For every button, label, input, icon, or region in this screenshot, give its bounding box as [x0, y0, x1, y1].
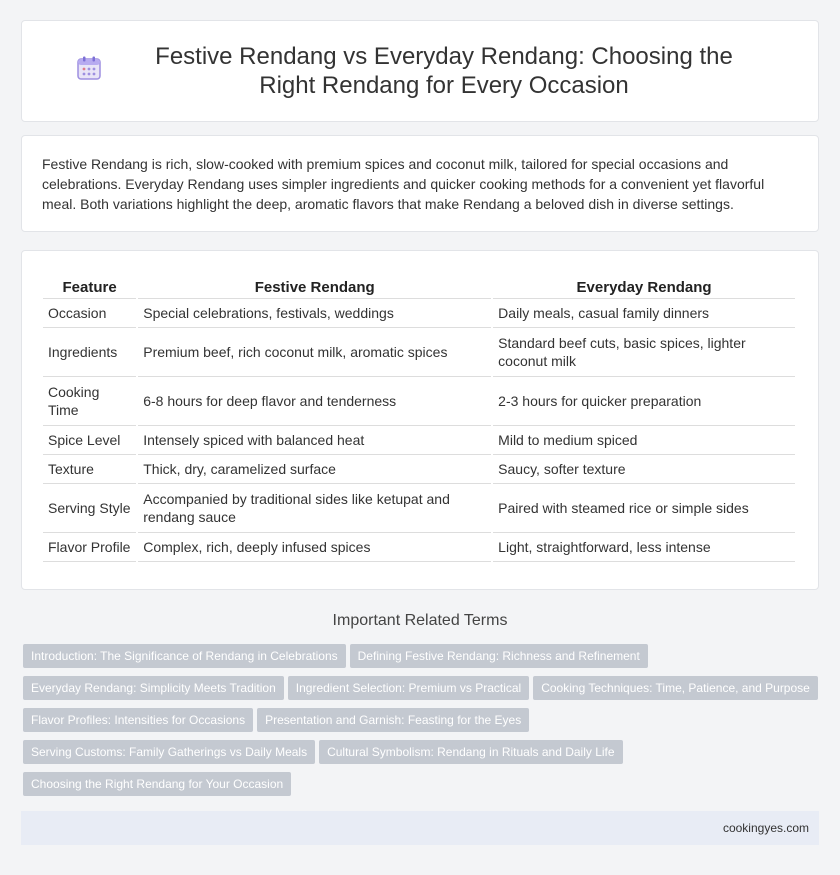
- footer-site[interactable]: cookingyes.com: [722, 821, 809, 835]
- title-card: [21, 20, 819, 122]
- page-title: Festive Rendang vs Everyday Rendang: Choosing the Right Rendang for Every Occasion: [155, 43, 733, 99]
- table-cell: Ingredients: [43, 328, 136, 377]
- table-cell: Complex, rich, deeply infused spices: [138, 533, 491, 562]
- table-cell: Light, straightforward, less intense: [493, 533, 795, 562]
- table-cell: Texture: [43, 455, 136, 484]
- table-cell: Intensely spiced with balanced heat: [138, 426, 491, 455]
- table-header: Everyday Rendang: [493, 275, 795, 299]
- related-tag[interactable]: Presentation and Garnish: Feasting for the Eyes: [257, 708, 529, 732]
- table-cell: Thick, dry, caramelized surface: [138, 455, 491, 484]
- related-tag[interactable]: Flavor Profiles: Intensities for Occasions: [23, 708, 253, 732]
- related-tag[interactable]: Introduction: The Significance of Rendang in Celebrations: [23, 644, 346, 668]
- table-row: [43, 533, 795, 562]
- table-cell: Occasion: [43, 299, 136, 328]
- table-row: [43, 426, 795, 455]
- table-row: [43, 328, 795, 377]
- related-tag[interactable]: Serving Customs: Family Gatherings vs Daily Meals: [23, 740, 315, 764]
- footer: [21, 811, 819, 845]
- related-tag[interactable]: Defining Festive Rendang: Richness and Refinement: [350, 644, 648, 668]
- related-terms-list: [23, 644, 823, 804]
- table-cell: Mild to medium spiced: [493, 426, 795, 455]
- related-tag[interactable]: Cooking Techniques: Time, Patience, and Purpose: [533, 676, 818, 700]
- table-cell: Paired with steamed rice or simple sides: [493, 484, 795, 533]
- intro-card: [21, 135, 819, 232]
- table-cell: Special celebrations, festivals, weddings: [138, 299, 491, 328]
- related-tag[interactable]: Cultural Symbolism: Rendang in Rituals and Daily Life: [319, 740, 622, 764]
- intro-text: Festive Rendang is rich, slow-cooked with premium spices and coconut milk, tailored for special occasions and celebrations. Everyday Rendang uses simpler ingredients and quicker cooking methods for a convenient yet flavorful meal. Both variations highlight the deep, aromatic flavors that make Rendang a beloved dish in diverse settings.: [42, 156, 765, 212]
- table-row: [43, 455, 795, 484]
- table-row: [43, 299, 795, 328]
- table-header-row: [43, 275, 795, 299]
- table-cell: Spice Level: [43, 426, 136, 455]
- table-cell: 2-3 hours for quicker preparation: [493, 377, 795, 426]
- table-cell: Flavor Profile: [43, 533, 136, 562]
- table-header: Festive Rendang: [138, 275, 491, 299]
- table-row: [43, 484, 795, 533]
- related-tag[interactable]: Everyday Rendang: Simplicity Meets Tradition: [23, 676, 284, 700]
- table-cell: Cooking Time: [43, 377, 136, 426]
- table-cell: Accompanied by traditional sides like ketupat and rendang sauce: [138, 484, 491, 533]
- table-cell: Daily meals, casual family dinners: [493, 299, 795, 328]
- table-cell: Saucy, softer texture: [493, 455, 795, 484]
- related-tag[interactable]: Choosing the Right Rendang for Your Occasion: [23, 772, 291, 796]
- table-cell: Serving Style: [43, 484, 136, 533]
- comparison-table: [41, 275, 797, 562]
- table-header: Feature: [43, 275, 136, 299]
- related-tag[interactable]: Ingredient Selection: Premium vs Practical: [288, 676, 529, 700]
- comparison-card: [21, 250, 819, 590]
- related-terms-title: Important Related Terms: [332, 612, 508, 629]
- table-cell: Standard beef cuts, basic spices, lighter coconut milk: [493, 328, 795, 377]
- table-row: [43, 377, 795, 426]
- table-cell: 6-8 hours for deep flavor and tenderness: [138, 377, 491, 426]
- table-cell: Premium beef, rich coconut milk, aromatic spices: [138, 328, 491, 377]
- calendar-icon: [76, 55, 102, 81]
